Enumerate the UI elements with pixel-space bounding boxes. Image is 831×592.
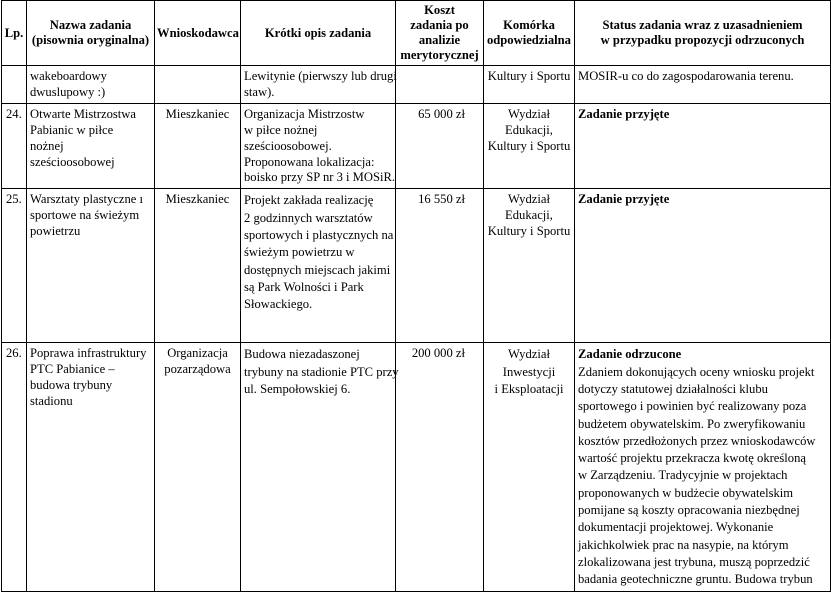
cell-description: Organizacja Mistrzostw w piłce nożnej sześcioosobowej. Proponowana lokalizacja: boisko przy SP nr 3 i MOSiR.	[241, 103, 396, 189]
cell-unit: Wydział Edukacji, Kultury i Sportu	[484, 189, 575, 343]
cell-status-title: Zadanie przyjęte	[575, 103, 831, 189]
header-applicant: Wnioskodawca	[155, 1, 241, 66]
table-row	[2, 103, 831, 189]
header-lp: Lp.	[2, 1, 27, 66]
cell-applicant	[155, 66, 241, 104]
table-row	[2, 66, 831, 104]
cell-task-name: Otwarte Mistrzostwa Pabianic w piłce nożnej sześcioosobowej	[27, 103, 155, 189]
cell-unit: Wydział Inwestycji i Eksploatacji	[484, 343, 575, 591]
cell-task-name: Poprawa infrastruktury PTC Pabianice – budowa trybuny stadionu	[27, 343, 155, 591]
tasks-table	[1, 0, 831, 592]
header-status: Status zadania wraz z uzasadnieniem w przypadku propozycji odrzuconych	[575, 1, 831, 66]
cell-task-name: Warsztaty plastyczne ı sportowe na świeżym powietrzu	[27, 189, 155, 343]
cell-unit: Kultury i Sportu	[484, 66, 575, 104]
cell-status-title: Zadanie przyjęte	[575, 189, 831, 343]
header-cost: Koszt zadania po analizie merytorycznej	[396, 1, 484, 66]
header-task-name: Nazwa zadania (pisownia oryginalna)	[27, 1, 155, 66]
cell-status: MOSIR-u co do zagospodarowania terenu.	[575, 66, 831, 104]
cell-applicant: Mieszkaniec	[155, 103, 241, 189]
table-row	[2, 189, 831, 343]
cell-lp: 26.	[2, 343, 27, 591]
cell-task-name: wakeboardowy dwuslupowy :)	[27, 66, 155, 104]
header-row	[2, 1, 831, 66]
status-title: Zadanie odrzucone	[578, 347, 682, 362]
cell-description: Projekt zakłada realizację 2 godzinnych warsztatów sportowych i plastycznych na świeżym powietrzu w dostępnych miejscach jakimi są Park Wolności i Park Słowackiego.	[241, 189, 396, 343]
header-unit: Komórka odpowiedzialna	[484, 1, 575, 66]
cell-cost	[396, 66, 484, 104]
table-row	[2, 343, 831, 591]
header-description: Krótki opis zadania	[241, 1, 396, 66]
cell-cost: 16 550 zł	[396, 189, 484, 343]
cell-cost: 65 000 zł	[396, 103, 484, 189]
cell-status: Zadanie odrzucone Zdaniem dokonujących oceny wniosku projekt dotyczy statutowej działalności klubu sportowego i powinien być realizowany poza budżetem obywatelskim. Po zweryfikowaniu kosztów przedłożonych przez wnioskodawców wartość projektu przekracza kwotę określoną w Zarządzeniu. Tradycyjnie w projektach proponowanych w budżecie obywatelskim pomijane są koszty opracowania niezbędnej dokumentacji projektowej. Wykonanie jakichkolwiek prac na nasypie, na którym zlokalizowana jest trybuna, muszą poprzedzić badania geotechniczne gruntu. Budowa trybun	[575, 343, 831, 591]
cell-description: Budowa niezadaszonej trybuny na stadionie PTC przy ul. Sempołowskiej 6.	[241, 343, 396, 591]
cell-lp: 25.	[2, 189, 27, 343]
cell-lp: 24.	[2, 103, 27, 189]
cell-unit: Wydział Edukacji, Kultury i Sportu	[484, 103, 575, 189]
cell-lp	[2, 66, 27, 104]
cell-applicant: Mieszkaniec	[155, 189, 241, 343]
cell-description: Lewitynie (pierwszy lub drugi staw).	[241, 66, 396, 104]
cell-cost: 200 000 zł	[396, 343, 484, 591]
cell-applicant: Organizacja pozarządowa	[155, 343, 241, 591]
